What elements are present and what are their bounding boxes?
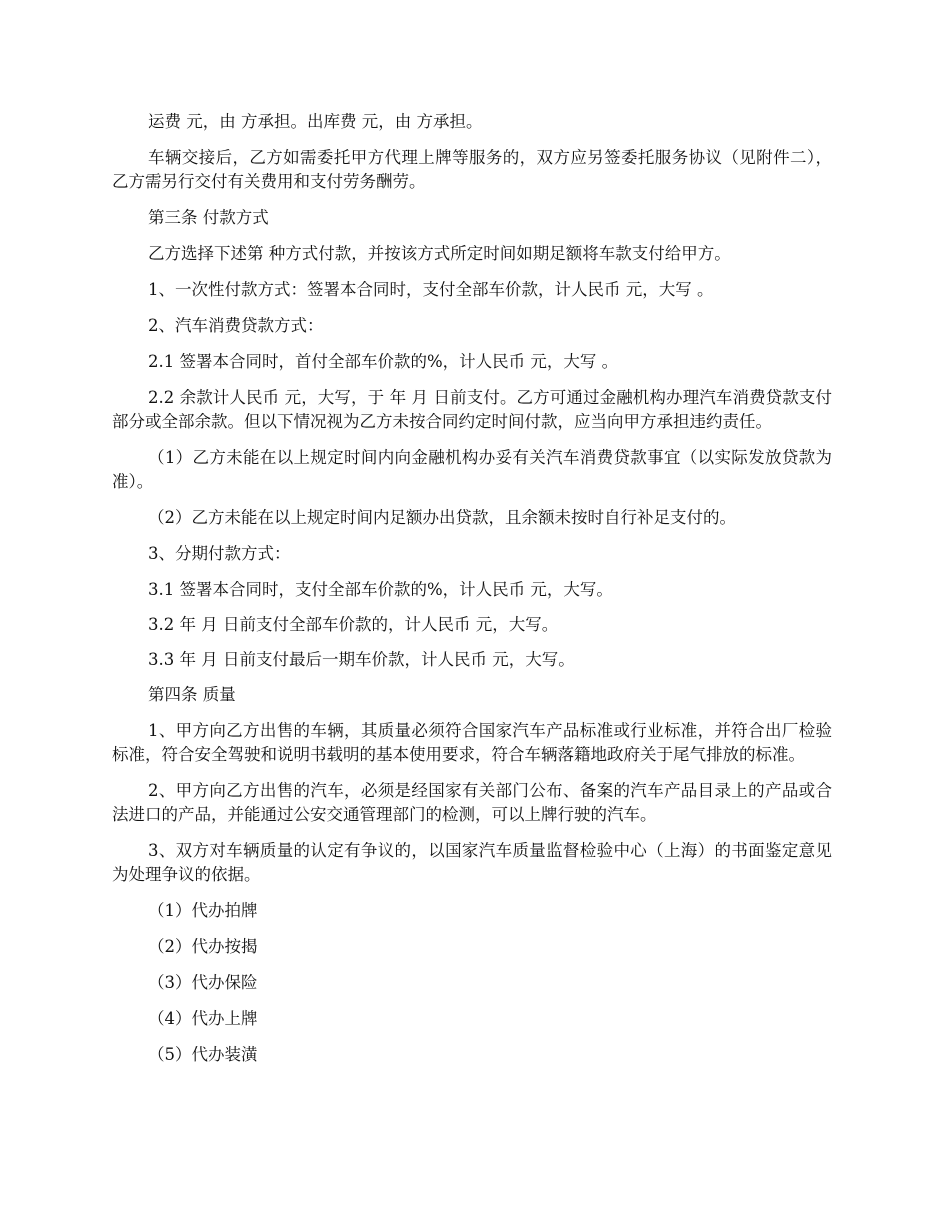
paragraph-lump-sum-payment: 1、一次性付款方式：签署本合同时，支付全部车价款，计人民币 元，大写 。 [148, 280, 714, 299]
paragraph-consumer-loan-heading: 2、汽车消费贷款方式： [148, 316, 324, 335]
paragraph-quality-standard: 1、甲方向乙方出售的车辆，其质量必须符合国家汽车产品标准或行业标准，并符合出厂检验标准，符合安全驾驶和说明书载明的基本使用要求，符合车辆落籍地政府关于尾气排放的标准。 [112, 721, 832, 764]
list-item-loan-default-2: （2）乙方未能在以上规定时间内足额办出贷款，且余额未按时自行补足支付的。 [148, 508, 736, 527]
section-heading-quality: 第四条 质量 [148, 685, 236, 704]
paragraph-installment-2: 3.2 年 月 日前支付全部车价款的，计人民币 元，大写。 [148, 615, 559, 634]
paragraph-loan-balance: 2.2 余款计人民币 元，大写，于 年 月 日前支付。乙方可通过金融机构办理汽车消费贷款支付部分或全部余款。但以下情况视为乙方未按合同约定时间付款，应当向甲方承担违约责任。 [112, 388, 832, 431]
paragraph-vehicle-handover: 车辆交接后，乙方如需委托甲方代理上牌等服务的，双方应另签委托服务协议（见附件二），乙方需另行交付有关费用和支付劳务酬劳。 [112, 148, 832, 191]
list-item-service-2: （2）代办按揭 [148, 937, 258, 956]
list-item-loan-default-1: （1）乙方未能在以上规定时间内向金融机构办妥有关汽车消费贷款事宜（以实际发放贷款为准）。 [112, 448, 832, 491]
paragraph-installment-3: 3.3 年 月 日前支付最后一期车价款，计人民币 元，大写。 [148, 650, 575, 669]
list-item-service-5: （5）代办装潢 [148, 1045, 258, 1064]
paragraph-freight-fees: 运费 元，由 方承担。出库费 元，由 方承担。 [148, 112, 483, 131]
paragraph-quality-dispute: 3、双方对车辆质量的认定有争议的，以国家汽车质量监督检验中心（上海）的书面鉴定意见为处理争议的依据。 [112, 841, 832, 884]
paragraph-loan-down-payment: 2.1 签署本合同时，首付全部车价款的%，计人民币 元，大写 。 [148, 352, 619, 371]
list-item-service-4: （4）代办上牌 [148, 1009, 258, 1028]
paragraph-installment-1: 3.1 签署本合同时，支付全部车价款的%，计人民币 元，大写。 [148, 580, 613, 599]
paragraph-installment-heading: 3、分期付款方式： [148, 544, 291, 563]
paragraph-quality-catalog: 2、甲方向乙方出售的汽车，必须是经国家有关部门公布、备案的汽车产品目录上的产品或合法进口的产品，并能通过公安交通管理部门的检测，可以上牌行驶的汽车。 [112, 781, 832, 824]
paragraph-payment-choice: 乙方选择下述第 种方式付款，并按该方式所定时间如期足额将车款支付给甲方。 [148, 244, 731, 263]
list-item-service-3: （3）代办保险 [148, 973, 258, 992]
list-item-service-1: （1）代办拍牌 [148, 901, 258, 920]
section-heading-payment-method: 第三条 付款方式 [148, 208, 269, 227]
